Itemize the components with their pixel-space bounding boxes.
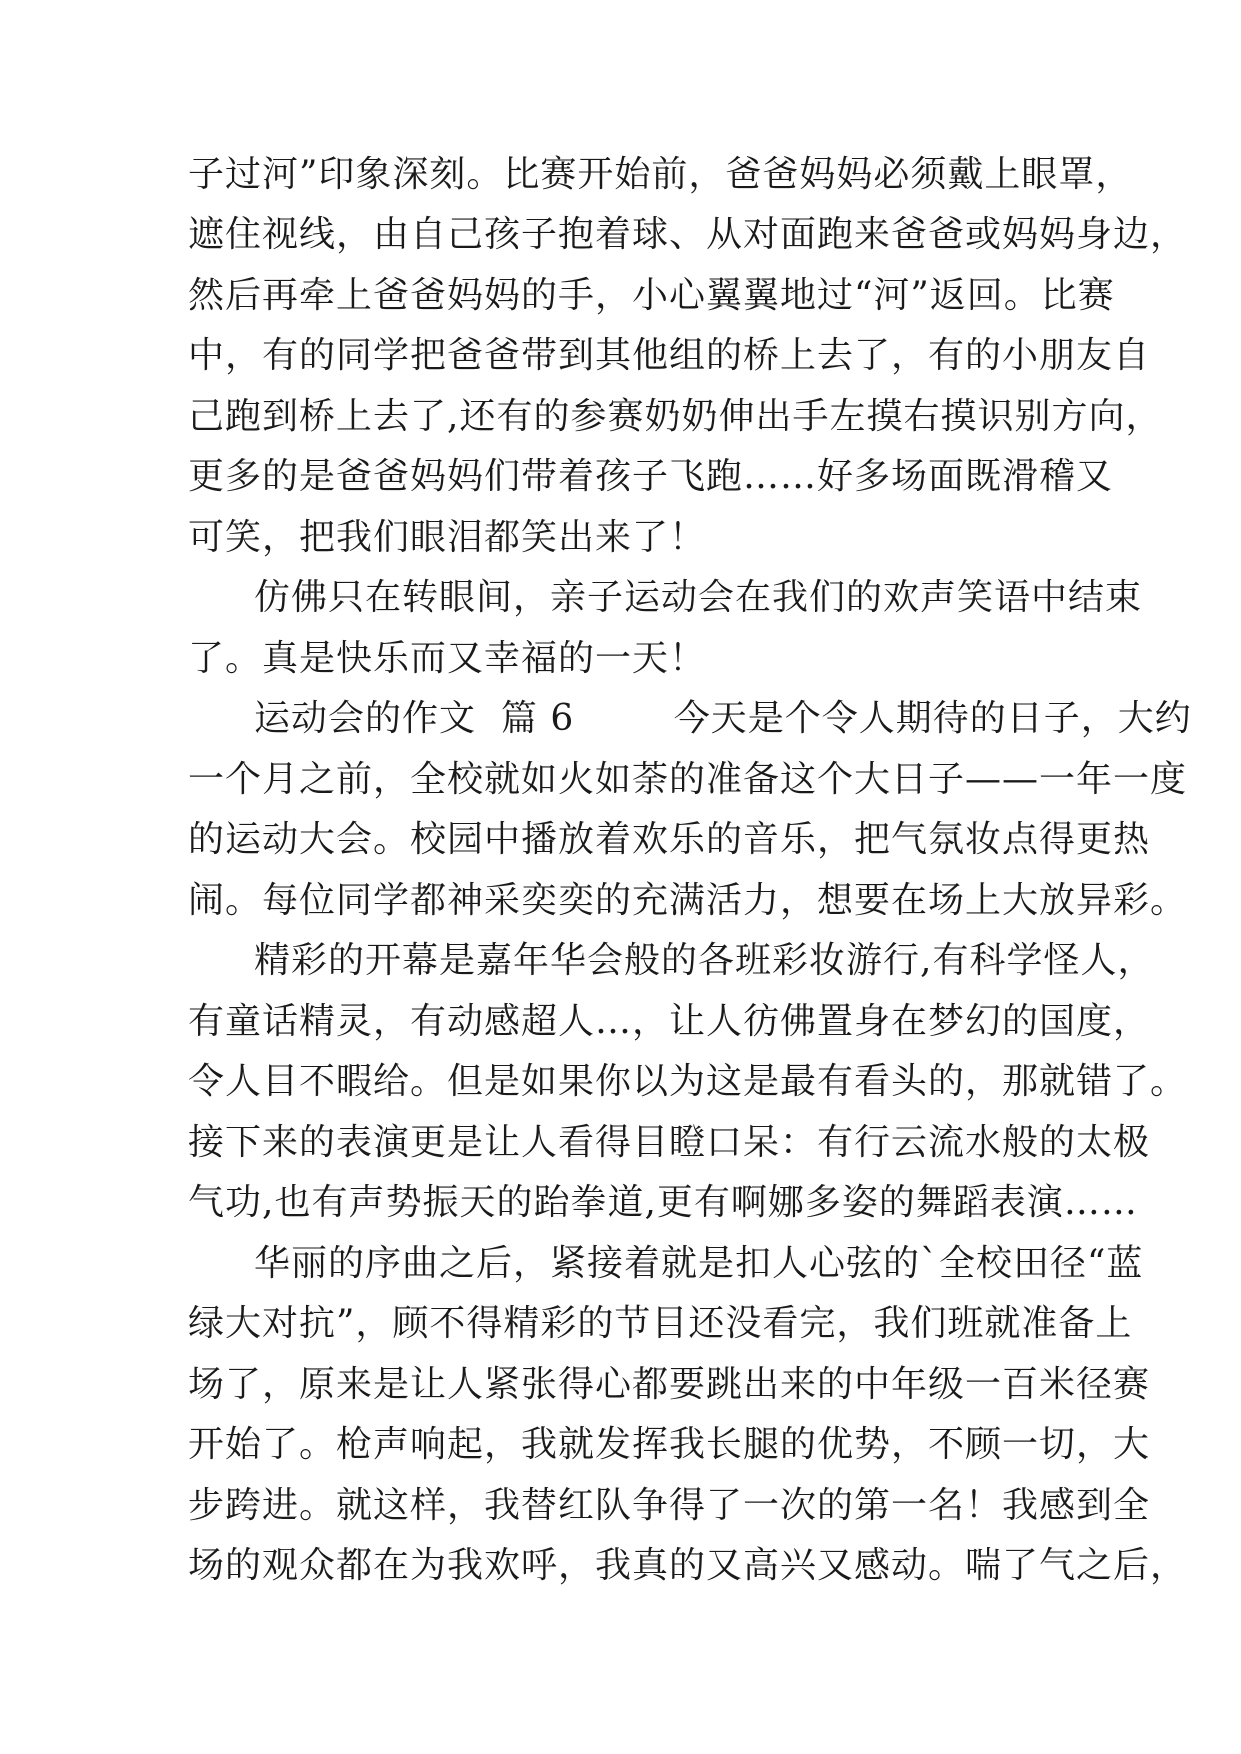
text-line: 场的观众都在为我欢呼，我真的又高兴又感动。喘了气之后， <box>188 1545 1188 1586</box>
text-line: 一个月之前，全校就如火如荼的准备这个大日子——一年一度 <box>188 759 1188 800</box>
text-line: 绿大对抗”，顾不得精彩的节目还没看完，我们班就准备上 <box>188 1303 1133 1344</box>
essay-title-line: 运动会的作文 篇 6 今天是个令人期待的日子，大约 <box>254 698 1192 739</box>
text-line: 令人目不暇给。但是如果你以为这是最有看头的，那就错了。 <box>188 1061 1188 1102</box>
text-line: 子过河”印象深刻。比赛开始前，爸爸妈妈必须戴上眼罩， <box>188 154 1133 195</box>
text-line: 接下来的表演更是让人看得目瞪口呆：有行云流水般的太极 <box>188 1122 1151 1163</box>
text-line: 场了，原来是让人紧张得心都要跳出来的中年级一百米径赛 <box>188 1364 1151 1405</box>
paragraph-start-line: 精彩的开幕是嘉年华会般的各班彩妆游行,有科学怪人， <box>254 940 1155 981</box>
text-line: 中，有的同学把爸爸带到其他组的桥上去了，有的小朋友自 <box>188 335 1151 376</box>
text-line: 了。真是快乐而又幸福的一天！ <box>188 638 707 679</box>
text-line: 更多的是爸爸妈妈们带着孩子飞跑……好多场面既滑稽又 <box>188 456 1114 497</box>
text-line: 闹。每位同学都神采奕奕的充满活力，想要在场上大放异彩。 <box>188 880 1188 921</box>
text-line: 步跨进。就这样，我替红队争得了一次的第一名！我感到全 <box>188 1485 1151 1526</box>
paragraph-start-line: 华丽的序曲之后，紧接着就是扣人心弦的`全校田径“蓝 <box>254 1243 1144 1284</box>
text-line: 可笑，把我们眼泪都笑出来了！ <box>188 517 707 558</box>
paragraph-start-line: 仿佛只在转眼间，亲子运动会在我们的欢声笑语中结束 <box>254 577 1143 618</box>
text-line: 气功,也有声势振天的跆拳道,更有啊娜多姿的舞蹈表演…… <box>188 1182 1138 1223</box>
text-line: 己跑到桥上去了,还有的参赛奶奶伸出手左摸右摸识别方向， <box>188 396 1163 437</box>
text-line: 的运动大会。校园中播放着欢乐的音乐，把气氛妆点得更热 <box>188 819 1151 860</box>
text-line: 然后再牵上爸爸妈妈的手，小心翼翼地过“河”返回。比赛 <box>188 275 1115 316</box>
text-line: 遮住视线，由自己孩子抱着球、从对面跑来爸爸或妈妈身边， <box>188 214 1188 255</box>
text-line: 开始了。枪声响起，我就发挥我长腿的优势，不顾一切，大 <box>188 1424 1151 1465</box>
text-line: 有童话精灵，有动感超人…，让人彷佛置身在梦幻的国度， <box>188 1001 1151 1042</box>
